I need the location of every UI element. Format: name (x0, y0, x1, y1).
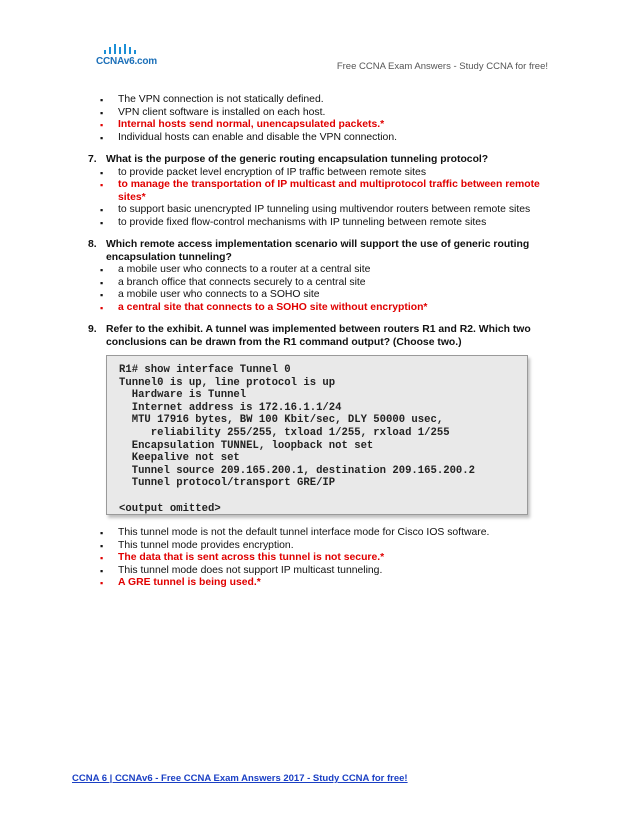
question-7 (88, 154, 548, 167)
option-item: ▪ This tunnel mode does not support IP multicast tunneling. (88, 565, 548, 578)
ccnav6-logo[interactable] (96, 44, 166, 70)
option-item: ▪ a mobile user who connects to a SOHO site (88, 289, 548, 302)
question-number: 9. (88, 324, 97, 335)
question-number: 7. (88, 154, 97, 165)
option-item: ▪ to provide packet level encryption of IP traffic between remote sites (88, 167, 548, 180)
exhibit-cli-output (106, 355, 528, 515)
question-text: What is the purpose of the generic routing encapsulation tunneling protocol? (106, 154, 489, 165)
question-8-options (88, 264, 548, 314)
question-text: Which remote access implementation scenario will support the use of generic routing encapsulation tunneling? (106, 239, 530, 263)
correct-option-item: ▪ Internal hosts send normal, unencapsulated packets.* (88, 119, 548, 132)
correct-option-item: ▪ The data that is sent across this tunnel is not secure.* (88, 552, 548, 565)
option-item: ▪ VPN client software is installed on each host. (88, 107, 548, 120)
question-9-options (88, 527, 548, 590)
option-item: ▪ The VPN connection is not statically defined. (88, 94, 548, 107)
option-item: ▪ to support basic unencrypted IP tunneling using multivendor routers between remote sites (88, 204, 548, 217)
top-options (88, 94, 548, 144)
cli-output-text: R1# show interface Tunnel 0 Tunnel0 is up, line protocol is up Hardware is Tunnel Internet address is 172.16.1.1/24 MTU 17916 bytes, BW 100 Kbit/sec, DLY 50000 usec, reliability 255/255, txload 1/255, rxload 1/255 Encapsulation TUNNEL, loopback not set Keepalive not set Tunnel source 209.165.200.1, destination 209.165.200.2 Tunnel protocol/transport GRE/IP <output omitted> (119, 364, 476, 515)
question-number: 8. (88, 239, 97, 250)
question-8 (88, 239, 548, 264)
option-item: ▪ a mobile user who connects to a router at a central site (88, 264, 548, 277)
option-item: ▪ a branch office that connects securely to a central site (88, 277, 548, 290)
question-7-options (88, 167, 548, 230)
header-tagline: Free CCNA Exam Answers - Study CCNA for free! (336, 61, 548, 72)
footer-link[interactable]: CCNA 6 | CCNAv6 - Free CCNA Exam Answers 2017 - Study CCNA for free! (72, 773, 408, 784)
logo-bars-icon (104, 44, 166, 54)
option-item: ▪ to provide fixed flow-control mechanisms with IP tunneling between remote sites (88, 217, 548, 230)
correct-option-item: ▪ A GRE tunnel is being used.* (88, 577, 548, 590)
question-text: Refer to the exhibit. A tunnel was implemented between routers R1 and R2. Which two conclusions can be drawn from the R1 command output? (Choose two.) (106, 324, 531, 348)
option-item: ▪ This tunnel mode is not the default tunnel interface mode for Cisco IOS software. (88, 527, 548, 540)
logo-text: CCNAv6.com (96, 56, 157, 67)
correct-option-item: ▪ to manage the transportation of IP multicast and multiprotocol traffic between remote sites* (88, 179, 548, 204)
question-list (88, 94, 548, 590)
correct-option-item: ▪ a central site that connects to a SOHO site without encryption* (88, 302, 548, 315)
option-item: ▪ Individual hosts can enable and disable the VPN connection. (88, 132, 548, 145)
question-9 (88, 324, 548, 349)
option-item: ▪ This tunnel mode provides encryption. (88, 540, 548, 553)
